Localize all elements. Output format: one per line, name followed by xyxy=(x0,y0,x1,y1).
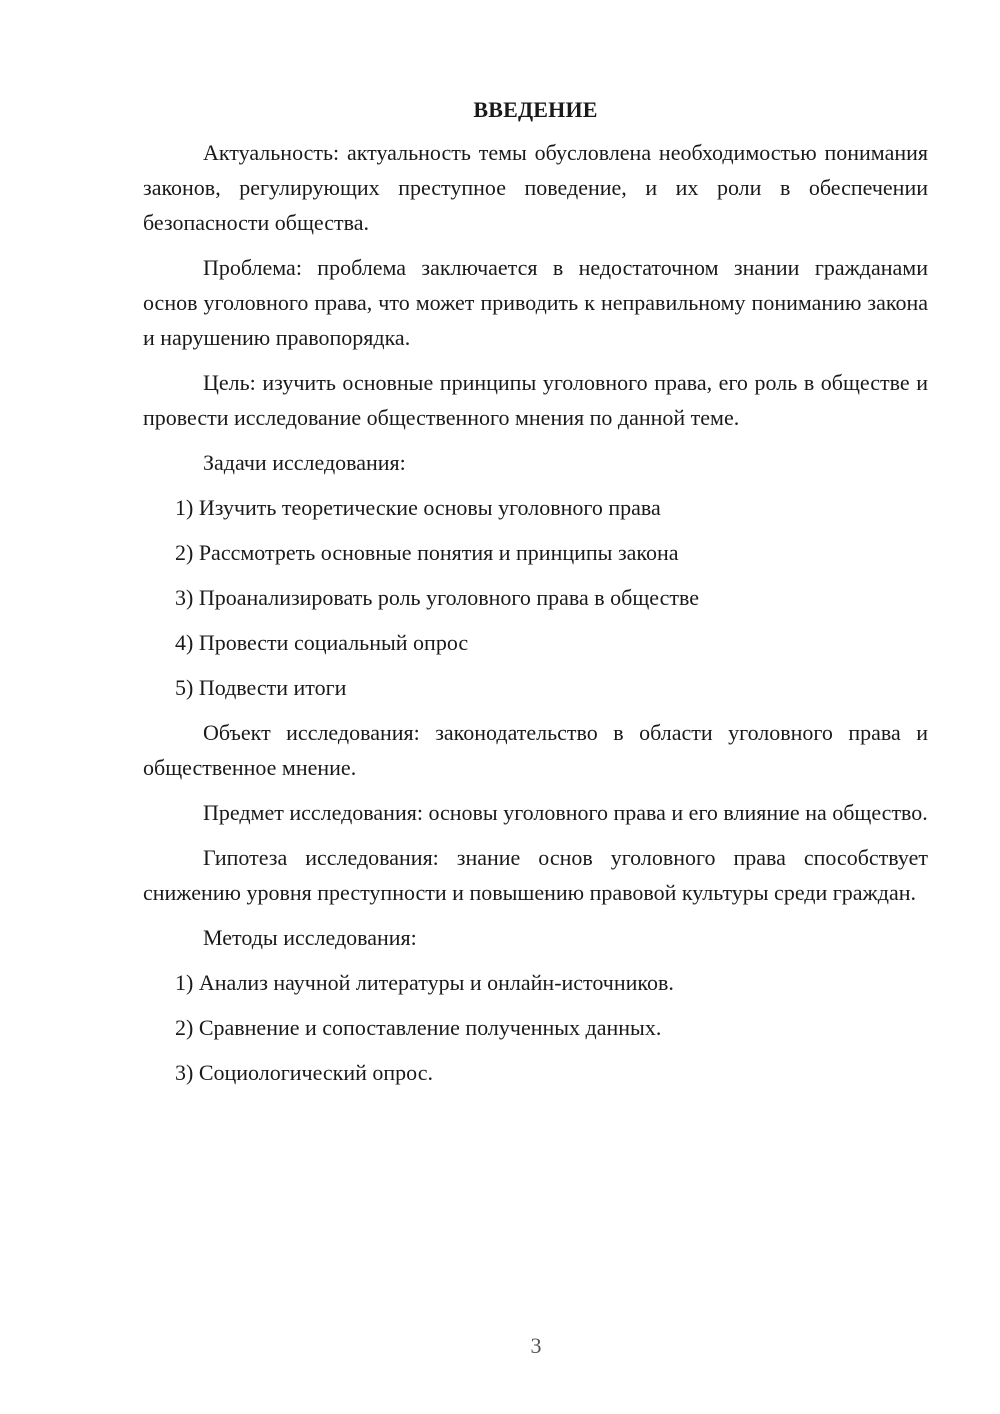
task-item: 1) Изучить теоретические основы уголовного права xyxy=(175,495,661,520)
task-item: 4) Провести социальный опрос xyxy=(175,630,469,655)
relevance-paragraph: Актуальность: актуальность темы обусловлена необходимостью понимания законов, регулирующих преступное поведение, и их роли в обеспечении безопасности общества. xyxy=(143,140,928,235)
task-item: 5) Подвести итоги xyxy=(175,675,347,700)
methods-list xyxy=(143,965,928,1090)
document-body xyxy=(143,92,928,1100)
task-item: 3) Проанализировать роль уголовного права в обществе xyxy=(175,585,700,610)
tasks-heading: Задачи исследования: xyxy=(203,450,406,475)
object-paragraph: Объект исследования: законодательство в области уголовного права и общественное мнение. xyxy=(143,720,928,780)
method-item: 1) Анализ научной литературы и онлайн-источников. xyxy=(175,970,674,995)
method-item: 3) Социологический опрос. xyxy=(175,1060,433,1085)
problem-paragraph: Проблема: проблема заключается в недостаточном знании гражданами основ уголовного права, что может приводить к неправильному пониманию закона и нарушению правопорядка. xyxy=(143,255,928,350)
tasks-list xyxy=(143,490,928,705)
subject-paragraph: Предмет исследования: основы уголовного права и его влияние на общество. xyxy=(203,800,928,825)
methods-heading: Методы исследования: xyxy=(203,925,417,950)
page-title: ВВЕДЕНИЕ xyxy=(473,97,598,122)
goal-paragraph: Цель: изучить основные принципы уголовного права, его роль в обществе и провести исследование общественного мнения по данной теме. xyxy=(143,370,928,430)
page-number: 3 xyxy=(530,1333,542,1358)
hypothesis-paragraph: Гипотеза исследования: знание основ уголовного права способствует снижению уровня преступности и повышению правовой культуры среди граждан. xyxy=(143,845,928,905)
task-item: 2) Рассмотреть основные понятия и принципы закона xyxy=(175,540,679,565)
method-item: 2) Сравнение и сопоставление полученных данных. xyxy=(175,1015,662,1040)
